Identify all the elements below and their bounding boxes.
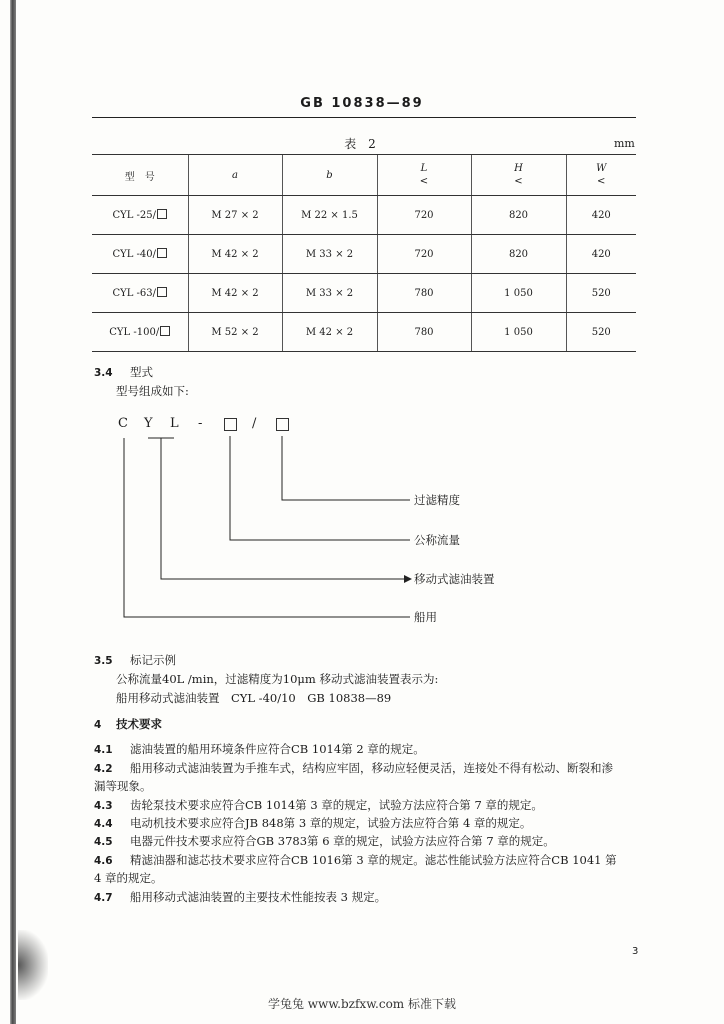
table-cell: M 27 × 2: [188, 196, 282, 235]
section-4-heading: 4 技术要求: [94, 717, 162, 731]
table-cell: M 33 × 2: [282, 235, 377, 274]
list-item: 4.7 船用移动式滤油装置的主要技术性能按表 3 规定。: [94, 890, 387, 904]
table-cell: 720: [377, 196, 471, 235]
table-cell: 420: [566, 235, 636, 274]
col-h: H <: [471, 155, 566, 196]
table-unit: mm: [614, 137, 635, 150]
section-3-4-heading: 3.4 型式: [94, 365, 153, 379]
section-3-5-line-1: 公称流量40L /min，过滤精度为10μm 移动式滤油装置表示为:: [116, 672, 439, 686]
list-item: 4.2 船用移动式滤油装置为手推车式，结构应牢固，移动应轻便灵活，连接处不得有松动、断裂和渗: [94, 761, 613, 775]
label-marine: 船用: [414, 610, 437, 624]
table-cell: 780: [377, 274, 471, 313]
table-cell: M 52 × 2: [188, 313, 282, 352]
label-nominal-flow: 公称流量: [414, 533, 460, 547]
table-cell: 1 050: [471, 274, 566, 313]
table-cell: 1 050: [471, 313, 566, 352]
code-letter-l: L: [170, 416, 179, 431]
table-cell: CYL -40/: [92, 235, 188, 274]
list-item: 4.6 精滤油器和滤芯技术要求应符合CB 1016第 3 章的规定。滤芯性能试验方法应符合CB 1041 第: [94, 853, 617, 867]
watermark-footer: 学兔兔 www.bzfxw.com 标准下载: [267, 997, 457, 1011]
leader-line-flow: [230, 436, 410, 540]
col-b: b: [282, 155, 377, 196]
table-cell: 520: [566, 313, 636, 352]
table-caption: 表 2: [344, 137, 380, 151]
label-mobile-filter-device: 移动式滤油装置: [414, 572, 495, 586]
code-letter-y: Y: [144, 416, 153, 431]
table-cell: M 42 × 2: [282, 313, 377, 352]
col-w: W <: [566, 155, 636, 196]
table-cell: 780: [377, 313, 471, 352]
list-item: 4.3 齿轮泵技术要求应符合CB 1014第 3 章的规定，试验方法应符合第 7 章的规定。: [94, 798, 543, 812]
table-cell: CYL -100/: [92, 313, 188, 352]
table-cell: 820: [471, 235, 566, 274]
code-dash: -: [198, 416, 203, 431]
table-cell: CYL -25/: [92, 196, 188, 235]
section-3-5-line-2: 船用移动式滤油装置 CYL -40/10 GB 10838—89: [116, 691, 392, 705]
section-3-5-heading: 3.5 标记示例: [94, 653, 176, 667]
table-cell: 420: [566, 196, 636, 235]
code-slash: /: [252, 416, 257, 431]
leader-line-marine: [124, 438, 410, 617]
table-cell: 520: [566, 274, 636, 313]
leader-line-precision: [282, 436, 410, 500]
table-cell: CYL -63/: [92, 274, 188, 313]
list-item: 4.5 电器元件技术要求应符合GB 3783第 6 章的规定，试验方法应符合第 7 章的规定。: [94, 834, 555, 848]
table-cell: 820: [471, 196, 566, 235]
list-item-continuation: 4 章的规定。: [94, 871, 163, 885]
arrow-head-icon: [404, 575, 412, 583]
page-number: 3: [632, 946, 639, 957]
table-cell: 720: [377, 235, 471, 274]
section-3-4-subtitle: 型号组成如下:: [116, 384, 189, 398]
col-l: L <: [377, 155, 471, 196]
label-filter-precision: 过滤精度: [414, 493, 460, 507]
table-cell: M 33 × 2: [282, 274, 377, 313]
code-letter-c: C: [118, 416, 128, 431]
col-a: a: [188, 155, 282, 196]
table-cell: M 42 × 2: [188, 274, 282, 313]
col-model: 型 号: [92, 155, 188, 196]
standard-header: GB 10838—89: [300, 96, 424, 111]
table-cell: M 22 × 1.5: [282, 196, 377, 235]
list-item: 4.4 电动机技术要求应符合JB 848第 3 章的规定，试验方法应符合第 4 章的规定。: [94, 816, 532, 830]
list-item-continuation: 漏等现象。: [94, 779, 152, 793]
table-cell: M 42 × 2: [188, 235, 282, 274]
list-item: 4.1 滤油装置的船用环境条件应符合CB 1014第 2 章的规定。: [94, 742, 425, 756]
